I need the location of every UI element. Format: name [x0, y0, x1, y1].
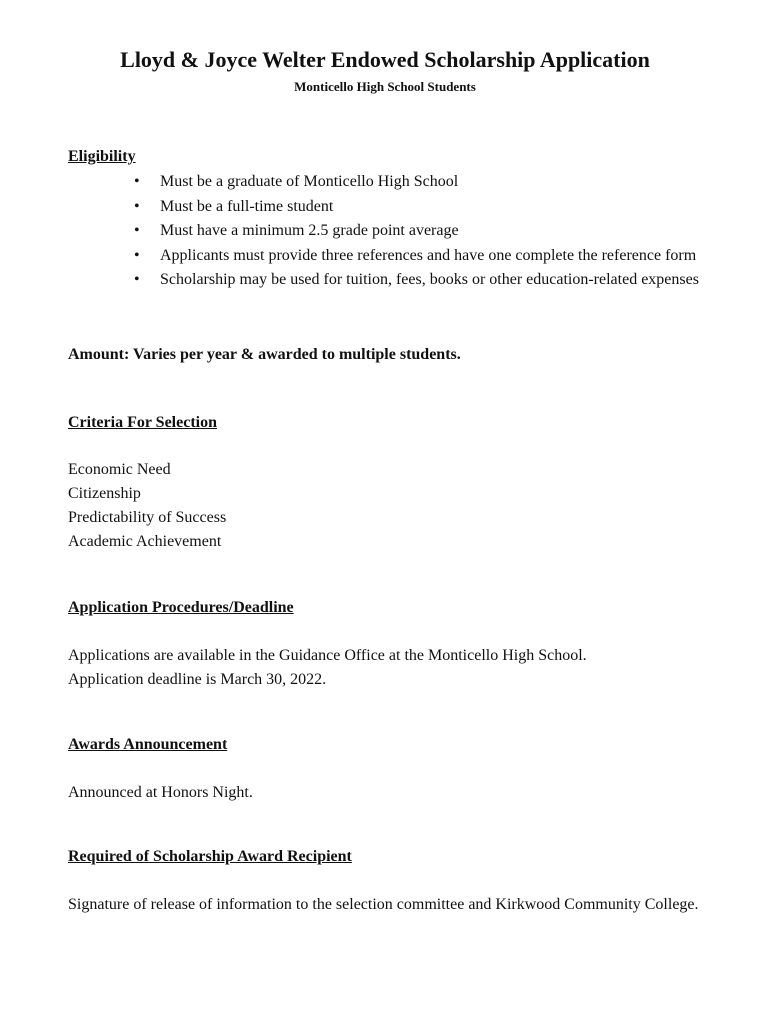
criteria-item: Economic Need: [68, 461, 171, 478]
awards-heading: Awards Announcement: [68, 736, 228, 753]
eligibility-item-text: Applicants must provide three references and have one complete the reference form: [160, 246, 697, 264]
eligibility-item-text: Must be a graduate of Monticello High School: [160, 173, 459, 190]
criteria-item: Predictability of Success: [68, 509, 227, 526]
bullet-icon: •: [134, 197, 140, 215]
eligibility-item-text: Must have a minimum 2.5 grade point average: [160, 222, 459, 239]
criteria-item: Academic Achievement: [68, 533, 222, 550]
eligibility-item-text: Must be a full-time student: [160, 197, 334, 215]
procedures-heading: Application Procedures/Deadline: [68, 599, 294, 616]
criteria-item: Citizenship: [68, 485, 141, 502]
procedures-line: Application deadline is March 30, 2022.: [68, 671, 327, 688]
bullet-icon: •: [134, 173, 140, 190]
eligibility-item: [130, 219, 710, 244]
eligibility-item: [130, 268, 710, 293]
eligibility-item: [130, 195, 710, 220]
bullet-icon: •: [134, 222, 140, 239]
required-heading: Required of Scholarship Award Recipient: [68, 848, 352, 865]
awards-text: Announced at Honors Night.: [68, 784, 253, 801]
eligibility-item: [130, 170, 710, 195]
amount-statement: Amount: Varies per year & awarded to multiple students.: [68, 346, 461, 363]
bullet-icon: •: [134, 271, 140, 288]
procedures-line: Applications are available in the Guidance Office at the Monticello High School.: [68, 647, 587, 664]
criteria-heading: Criteria For Selection: [68, 414, 217, 431]
required-text: Signature of release of information to the selection committee and Kirkwood Community College.: [68, 896, 699, 913]
bullet-icon: •: [134, 246, 140, 264]
document-title: Lloyd & Joyce Welter Endowed Scholarship Application: [120, 47, 650, 72]
document-subtitle: Monticello High School Students: [294, 79, 476, 94]
eligibility-item-text: Scholarship may be used for tuition, fees, books or other education-related expenses: [160, 271, 699, 288]
eligibility-heading: Eligibility: [68, 148, 136, 165]
eligibility-list: [130, 170, 710, 293]
eligibility-item: [130, 244, 710, 269]
